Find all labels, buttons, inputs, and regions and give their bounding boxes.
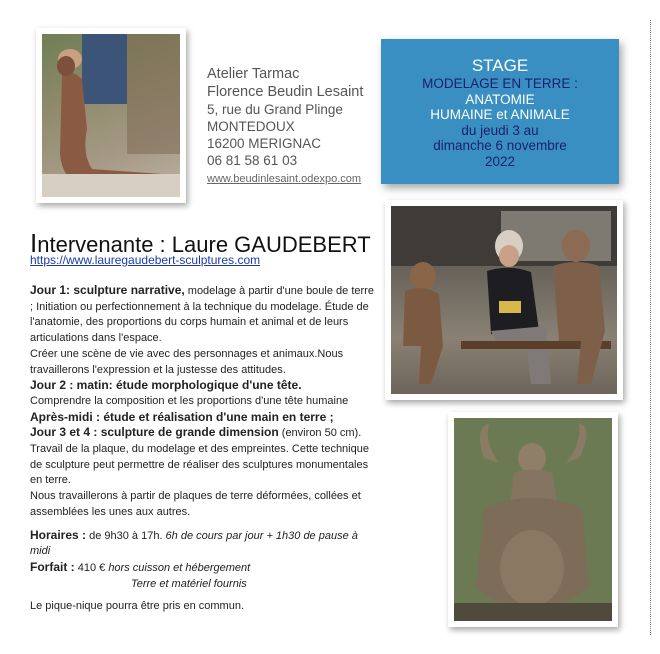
- jour1-text-a: modelage à partir d'une boule de terre ; Initiation ou perfectionnement à la technique du modelage. Étude de l'anatomie, des proportions du corps humain et animal et de leurs articulations dans l'espace.: [30, 285, 374, 345]
- program-text: [30, 283, 380, 615]
- atelier-street: 5, rue du Grand Plinge: [207, 102, 343, 117]
- stage-line6: 2022: [484, 153, 516, 169]
- stage-line1: MODELAGE EN TERRE :: [422, 76, 578, 91]
- forfait-label: Forfait :: [30, 559, 75, 574]
- stage-line3: HUMAINE et ANIMALE: [430, 107, 570, 122]
- photo-bull-sculpture: [448, 412, 618, 627]
- atelier-owner: Florence Beudin Lesaint: [207, 84, 364, 100]
- stage-title: STAGE: [471, 56, 529, 75]
- forfait-note: hors cuisson et hébergement: [108, 561, 251, 574]
- photo-sculptor-working: [36, 28, 186, 203]
- stage-line5: dimanche 6 novembre: [433, 138, 567, 153]
- stage-info-box: [381, 39, 619, 184]
- jour34-text-a: (environ 50 cm). Travail de la plaque, du modelage et des empreintes. Cette technique de sculpture peut permettre de réaliser des sculptures monumentales en terre.: [30, 427, 369, 487]
- atelier-phone: 06 81 58 61 03: [207, 153, 298, 168]
- horaires-value: de 9h30 à 17h.: [86, 529, 166, 542]
- stage-line2: ANATOMIE: [465, 91, 535, 107]
- atelier-name: Atelier Tarmac: [207, 66, 300, 82]
- atelier-address-block: [207, 65, 363, 188]
- stage-line4: du jeudi 3 au: [461, 122, 539, 138]
- apresmidi-title: Après-midi : étude et réalisation d'une main en terre ;: [30, 409, 334, 424]
- horaires-note: 6h de cours par jour + 1h30 de pause à midi: [30, 529, 358, 558]
- intervenante-label: ntervenante :: [37, 232, 172, 257]
- forfait-value: 410 €: [74, 561, 109, 574]
- atelier-city: 16200 MERIGNAC: [207, 136, 322, 151]
- intervenante-first-letter: I: [30, 228, 38, 258]
- jour2-title: Jour 2 : matin: étude morphologique d'une tête.: [30, 378, 302, 393]
- jour1-text-b: Créer une scène de vie avec des personnages et animaux.Nous travaillerons l'expression et la justesse des attitudes.: [30, 347, 344, 376]
- atelier-website-link[interactable]: www.beudinlesaint.odexpo.com: [207, 173, 362, 185]
- jour34-title: Jour 3 et 4 : sculpture de grande dimension: [30, 425, 279, 440]
- horaires-label: Horaires :: [30, 527, 87, 542]
- intervenante-website-link[interactable]: https://www.lauregaudebert-sculptures.com: [30, 253, 261, 267]
- jour2-text: Comprendre la composition et les proportions d'une tête humaine: [30, 394, 349, 407]
- photo-artist-with-sculptures: [385, 200, 623, 400]
- dotted-divider: [650, 20, 651, 635]
- jour34-text-b: Nous travaillerons à partir de plaques de terre déformées, collées et assemblées les unes aux autres.: [30, 490, 361, 518]
- jour1-title: Jour 1: sculpture narrative,: [30, 283, 185, 297]
- atelier-locality: MONTEDOUX: [207, 119, 295, 134]
- picnic-note: Le pique-nique pourra être pris en commun.: [30, 600, 245, 613]
- forfait-note2: Terre et matériel fournis: [131, 577, 247, 590]
- intervenante-name: Laure GAUDEBERT: [171, 232, 371, 257]
